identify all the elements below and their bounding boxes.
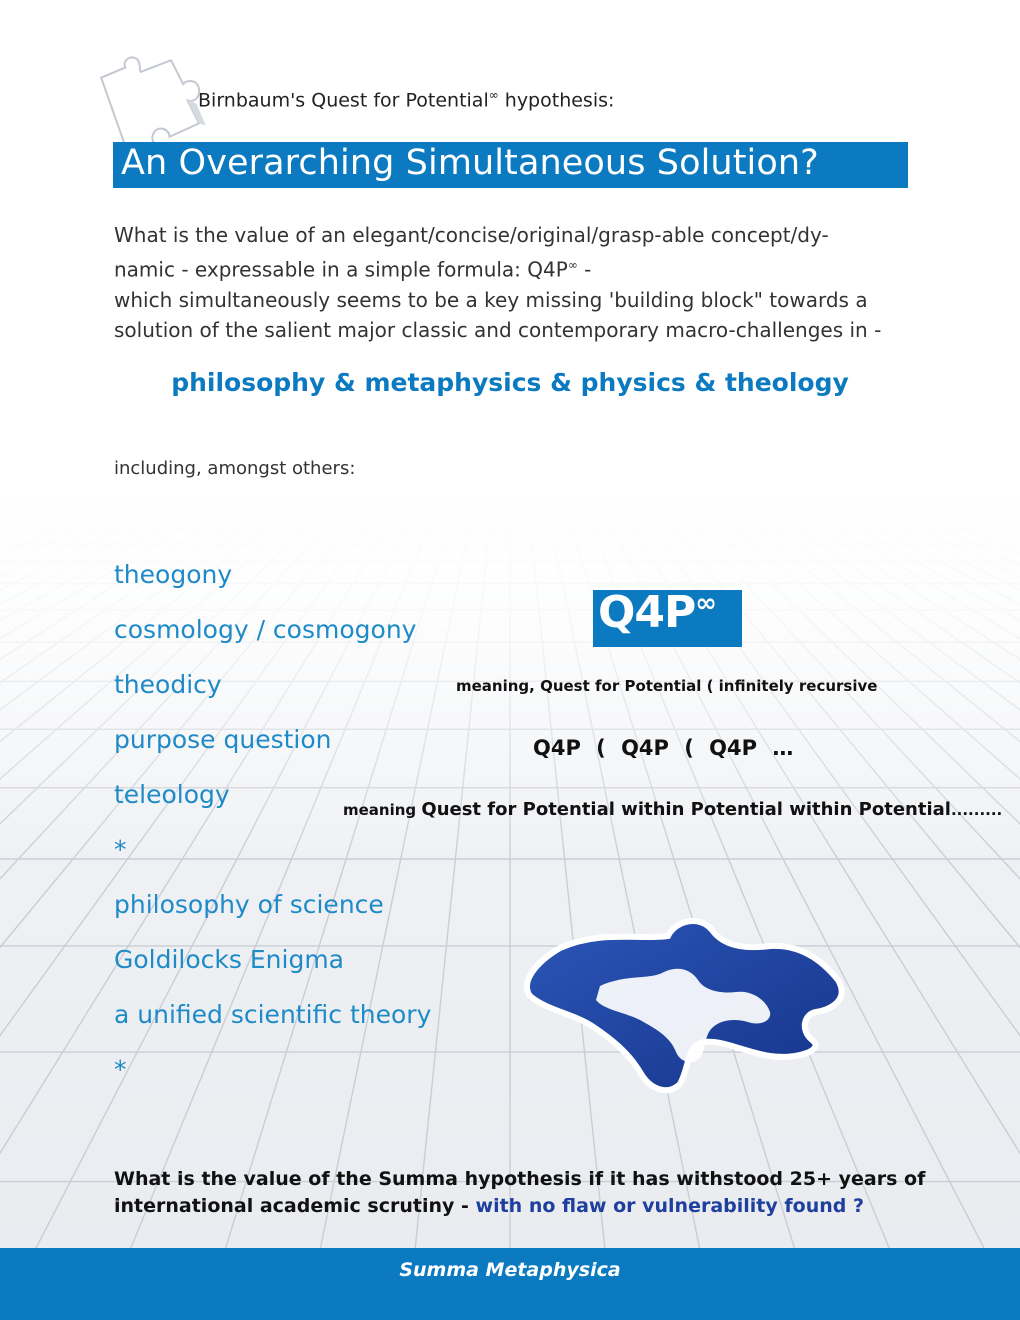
footer-title: Summa Metaphysica [399,1259,621,1281]
intro-line-1: What is the value of an elegant/concise/original/grasp-able concept/dy- [114,223,829,247]
topic-item: philosophy of science [114,890,384,919]
page-title: An Overarching Simultaneous Solution? [121,143,819,183]
including-label: including, amongst others: [114,458,356,479]
fields-heading: philosophy & metaphysics & physics & theology [171,368,849,397]
formula-meaning-expanded [343,799,1002,820]
meaning-dots: ......... [950,801,1003,819]
kicker [198,88,614,111]
intro-line-2-post: - [577,257,592,282]
closing-line-2 [114,1193,934,1220]
kicker-text: Birnbaum's Quest for Potential [198,89,489,112]
intro-line-2-pre: namic - expressable in a simple formula: Q4P [114,257,568,282]
closing-line-1: What is the value of the Summa hypothesis if it has withstood 25+ years of [114,1168,926,1190]
topic-item: Goldilocks Enigma [114,945,344,974]
topic-item: theogony [114,560,233,589]
formula-text: Q4P [598,587,696,638]
meaning-prefix: meaning [343,801,422,819]
formula-label [598,587,716,638]
formula-meaning: meaning, Quest for Potential ( infinitely recursive [456,677,878,695]
formula-infinity: ∞ [695,588,716,619]
intro-line-4: solution of the salient major classic and contemporary macro-challenges in - [114,317,882,342]
topic-item: cosmology / cosmogony [114,615,417,644]
closing-highlight: with no flaw or vulnerability found ? [475,1195,864,1217]
intro-line-3: which simultaneously seems to be a key missing 'building block" towards a [114,287,868,312]
topic-item: teleology [114,780,230,809]
formula-recursion: Q4P ( Q4P ( Q4P … [533,736,794,760]
meaning-main: Quest for Potential within Potential within Potential [421,799,951,820]
intro-paragraph [114,220,914,345]
topic-item: a unified scientific theory [114,1000,432,1029]
topic-item: purpose question [114,725,332,754]
intro-line-2 [114,250,914,285]
infinity-superscript: ∞ [488,88,499,102]
closing-line-2-pre: international academic scrutiny - [114,1195,476,1217]
intro-infinity: ∞ [567,258,578,272]
closing-question [114,1166,934,1220]
topic-separator: * [114,1055,127,1084]
kicker-tail: hypothesis: [498,89,615,112]
topic-item: theodicy [114,670,222,699]
topic-separator: * [114,835,127,864]
